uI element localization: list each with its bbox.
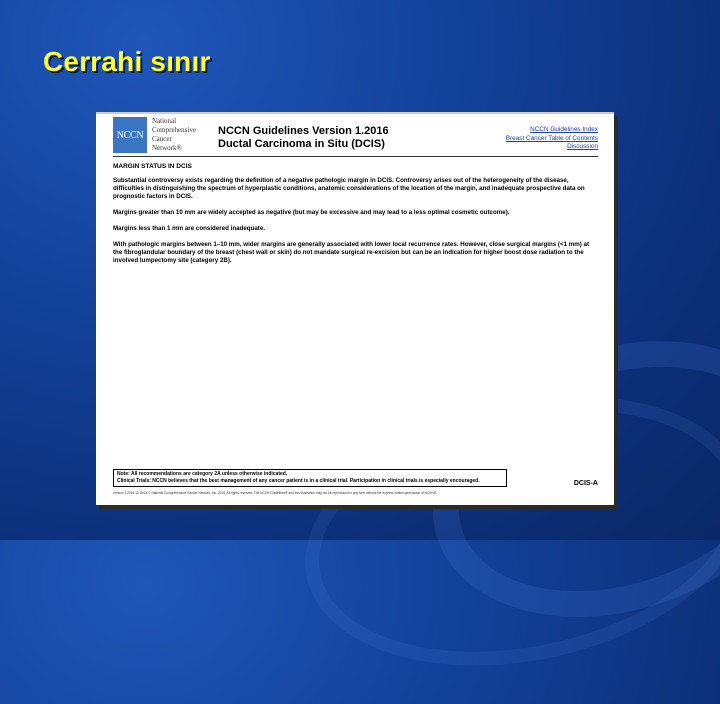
link-guidelines-index[interactable]: NCCN Guidelines Index	[530, 126, 598, 133]
header-divider	[113, 156, 598, 157]
page-code: DCIS-A	[573, 480, 598, 487]
guideline-title	[218, 125, 389, 151]
nccn-logo-icon	[113, 117, 147, 153]
link-discussion[interactable]: Discussion	[567, 143, 598, 150]
logo-line: Cancer	[152, 135, 172, 143]
section-heading: MARGIN STATUS IN DCIS	[113, 163, 192, 170]
logo-line: National	[152, 117, 177, 125]
link-table-of-contents[interactable]: Breast Cancer Table of Contents	[505, 134, 598, 142]
note-line: Clinical Trials: NCCN believes that the best management of any cancer patient is in a clinical trial. Participation in clinical trials is especially encouraged.	[117, 478, 480, 484]
paragraph: Margins less than 1 mm are considered inadequate.	[113, 225, 265, 232]
note-line: Note: All recommendations are category 2A unless otherwise indicated.	[117, 471, 288, 477]
guideline-topic: Ductal Carcinoma in Situ (DCIS)	[218, 138, 385, 150]
paragraph: With pathologic margins between 1–10 mm, wider margins are generally associated with lower local recurrence rates. However, close surgical margins (<1 mm) at the fibroglandular boundary of the breast (chest wall or skin) do not mandate surgical re-excision but can be an indication for higher boost dose radiation to the involved lumpectomy site (category 2B).	[113, 241, 590, 264]
logo-line: Network®	[152, 144, 182, 152]
navigation-links	[506, 126, 598, 152]
logo-abbr: NCCN	[116, 129, 144, 141]
paragraph: Margins greater than 10 mm are widely accepted as negative (but may be excessive and may lead to a less optimal cosmetic outcome).	[113, 209, 510, 216]
document-page	[96, 112, 614, 505]
copyright-line: Version 1.2016 11/18/15 © National Comprehensive Cancer Network, Inc. 2015, All rights reserved. The NCCN Guidelines® and this illustration may not be reproduced in any form without the express written permission of NCCN®.	[113, 491, 438, 495]
notes-box	[113, 469, 507, 487]
slide-title: Cerrahi sınır	[43, 46, 211, 77]
document-body	[113, 161, 599, 273]
paragraph: Substantial controversy exists regarding the definition of a negative pathologic margin in DCIS. Controversy arises out of the heterogeneity of the disease, difficulties in distinguishing the spectrum of hyperplastic conditions, anatomic considerations of the location of the margin, and inadequate prospective data on prognostic factors in DCIS.	[113, 177, 585, 200]
guideline-version: NCCN Guidelines Version 1.2016	[218, 125, 389, 137]
logo-wordmark	[152, 117, 196, 153]
logo-line: Comprehensive	[152, 126, 196, 134]
document-top-border	[96, 112, 614, 114]
